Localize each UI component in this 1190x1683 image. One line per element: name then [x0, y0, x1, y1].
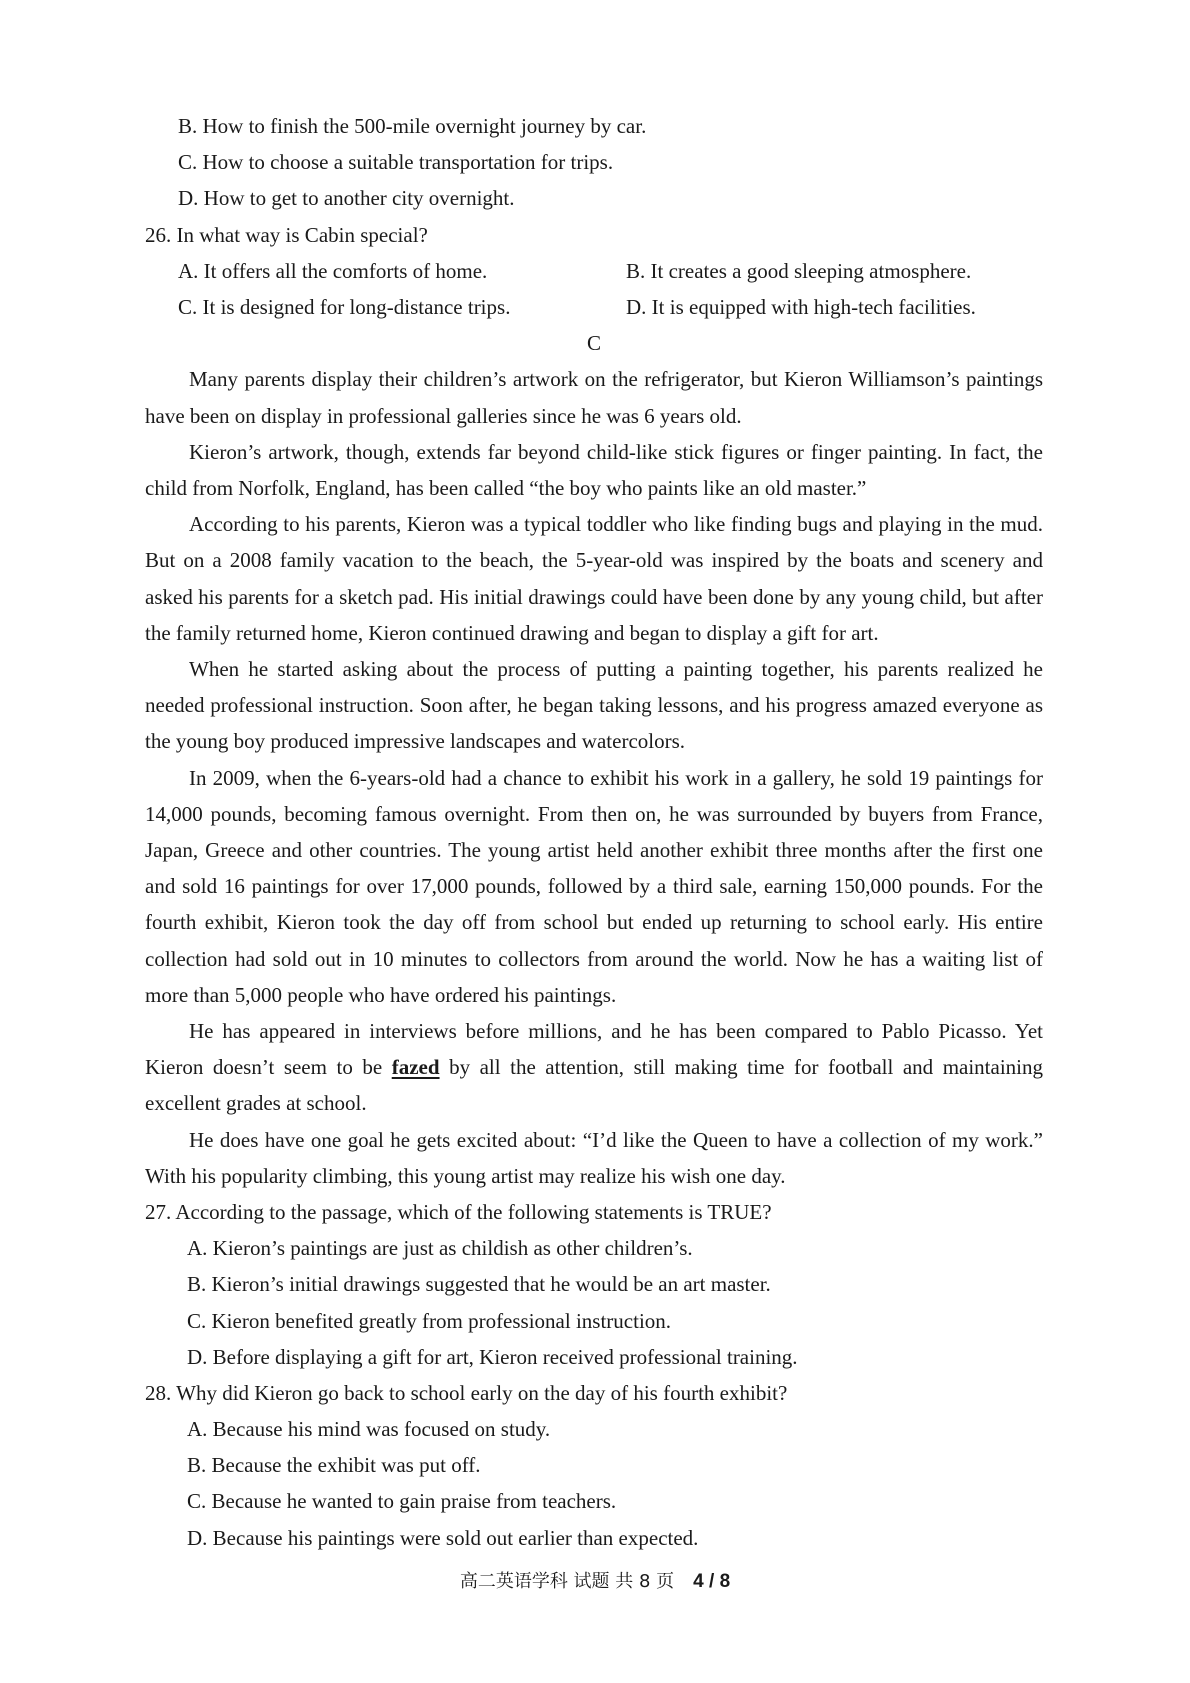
q26-option-b: B. It creates a good sleeping atmosphere. — [626, 258, 972, 283]
q27-option-a: A. Kieron’s paintings are just as childish as other children’s. — [187, 1236, 693, 1261]
passage-paragraph-2: Kieron’s artwork, though, extends far beyond child-like stick figures or finger painting. In fact, the child from Norfolk, England, has been called “the boy who paints like an old master.” — [145, 439, 1043, 500]
q27-option-b: B. Kieron’s initial drawings suggested that he would be an art master. — [187, 1272, 771, 1297]
paragraph-6-text-after: by all the attention, still making time for football and maintaining excellent grades at school. — [145, 1055, 1044, 1116]
q26-stem: 26. In what way is Cabin special? — [145, 222, 428, 247]
q26-option-d: D. It is equipped with high-tech facilities. — [626, 294, 976, 319]
q28-option-b: B. Because the exhibit was put off. — [187, 1453, 481, 1478]
q26-option-a: A. It offers all the comforts of home. — [178, 258, 488, 283]
q26-options-row-1 — [145, 253, 1043, 289]
section-heading: C — [586, 331, 601, 356]
q28-option-a: A. Because his mind was focused on study. — [187, 1417, 551, 1442]
q25-option-c: C. How to choose a suitable transportation for trips. — [178, 150, 614, 175]
q25-option-d: D. How to get to another city overnight. — [178, 186, 515, 211]
passage-paragraph-4: When he started asking about the process of putting a painting together, his parents realized he needed professional instruction. Soon after, he began taking lessons, and his progress amazed everyone as the young boy produced impressive landscapes and watercolors. — [145, 656, 1043, 754]
passage-paragraph-5: In 2009, when the 6-years-old had a chance to exhibit his work in a gallery, he sold 19 paintings for 14,000 pounds, becoming famous overnight. From then on, he was surrounded by buyers from France, Japan, Greece and other countries. The young artist held another exhibit three months after the first one and sold 16 paintings for over 17,000 pounds, followed by a third sale, earning 150,000 pounds. For the fourth exhibit, Kieron took the day off from school but ended up returning to school early. His entire collection had sold out in 10 minutes to collectors from around the world. Now he has a waiting list of more than 5,000 people who have ordered his paintings. — [145, 765, 1043, 1007]
q27-option-c: C. Kieron benefited greatly from professional instruction. — [187, 1308, 672, 1333]
q27-stem: 27. According to the passage, which of the following statements is TRUE? — [145, 1199, 772, 1224]
q26-option-c: C. It is designed for long-distance trips. — [178, 294, 511, 319]
passage-paragraph-6 — [145, 1013, 1043, 1122]
q28-option-c: C. Because he wanted to gain praise from teachers. — [187, 1489, 617, 1514]
page-number: 4 / 8 — [693, 1571, 731, 1592]
q27-option-d: D. Before displaying a gift for art, Kieron received professional training. — [187, 1344, 798, 1369]
q26-options-row-2 — [145, 289, 1043, 325]
q28-option-d: D. Because his paintings were sold out earlier than expected. — [187, 1525, 699, 1550]
q28-stem: 28. Why did Kieron go back to school early on the day of his fourth exhibit? — [145, 1380, 788, 1405]
page-content — [145, 108, 1043, 1556]
q25-option-b: B. How to finish the 500-mile overnight journey by car. — [178, 114, 647, 138]
passage-paragraph-1: Many parents display their children’s artwork on the refrigerator, but Kieron Williamson’s paintings have been on display in professional galleries since he was 6 years old. — [145, 367, 1043, 428]
paragraph-6-text-before: He has appeared in interviews before millions, and he has been compared to Pablo Picasso. Yet Kieron doesn’t seem to be — [145, 1018, 1043, 1080]
passage-paragraph-7: He does have one goal he gets excited about: “I’d like the Queen to have a collection of my work.” With his popularity climbing, this young artist may realize his wish one day. — [145, 1127, 1043, 1188]
underlined-word: fazed — [391, 1055, 440, 1080]
passage-paragraph-3: According to his parents, Kieron was a typical toddler who like finding bugs and playing in the mud. But on a 2008 family vacation to the beach, the 5-year-old was inspired by the boats and scenery and asked his parents for a sketch pad. His initial drawings could have been done by any young child, but after the family returned home, Kieron continued drawing and began to display a gift for art. — [145, 512, 1043, 645]
page-footer — [0, 1567, 1190, 1593]
footer-subject: 高二英语学科 试题 共 8 页 — [459, 1571, 675, 1592]
